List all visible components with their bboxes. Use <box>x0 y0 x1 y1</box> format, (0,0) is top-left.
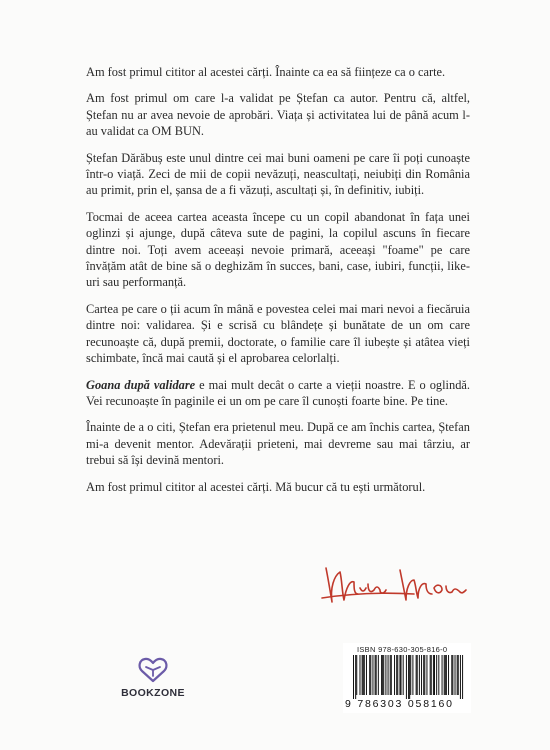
barcode-bar <box>370 655 371 695</box>
barcode-bar <box>412 655 413 695</box>
barcode-bar <box>451 655 452 695</box>
barcode-bar <box>356 655 357 695</box>
barcode-bar <box>353 655 354 699</box>
barcode-bar <box>434 655 435 695</box>
barcode-bar <box>410 655 411 695</box>
blurb-paragraph-6 <box>86 377 470 410</box>
barcode-bar <box>417 655 418 695</box>
barcode-bar <box>424 655 425 695</box>
blurb-paragraph-3: Ștefan Dărăbuș este unul dintre cei mai buni oameni pe care îi poți cunoaște într-o viață. Zeci de mii de copii nevăzuți, neascultați, neiubiți din România au primit, prin el, șansa de a fi văzuți, ascultați și, în definitiv, iubiți. <box>86 150 470 198</box>
blurb-paragraph-7: Înainte de a o citi, Ștefan era prietenul meu. După ce am închis cartea, Ștefan mi-a devenit mentor. Adevărații prieteni, mai devreme sau mai târziu, ar trebui să își devină mentori. <box>86 420 470 468</box>
barcode-bar <box>376 655 377 695</box>
barcode-bar <box>462 655 463 699</box>
author-signature <box>318 558 470 610</box>
barcode-bar <box>394 655 395 695</box>
barcode-bar <box>445 655 446 695</box>
barcode-bar <box>423 655 424 695</box>
barcode-bars <box>353 655 465 699</box>
blurb-paragraph-5: Cartea pe care o ții acum în mână e povestea celei mai mari nevoi a fiecăruia dintre noi: validarea. Și e scrisă cu blândețe și bunătate de un om care recunoaște că, după premii, doctorate, o familie care îl iubește și atâtea vieți schimbate, încă mai caută și el aprobarea celorlalți. <box>86 301 470 366</box>
barcode-bar <box>458 655 459 695</box>
blurb-paragraph-2: Am fost primul om care l-a validat pe Ștefan ca autor. Pentru că, altfel, Ștefan nu ar avea nevoie de aprobări. Viața și activitatea lui de până acum l-au validat ca OM BUN. <box>86 91 470 139</box>
isbn-label: ISBN 978-630-305-816-0 <box>357 645 448 654</box>
barcode-bar <box>388 655 389 695</box>
barcode-bar <box>382 655 383 695</box>
barcode-bar <box>436 655 437 695</box>
barcode-bar <box>362 655 363 695</box>
barcode-bar <box>399 655 400 695</box>
barcode-bar <box>457 655 458 695</box>
barcode-bar <box>364 655 365 695</box>
barcode-bar <box>378 655 379 695</box>
isbn-barcode <box>343 643 471 713</box>
barcode-bar <box>444 655 445 695</box>
barcode-bar <box>375 655 376 695</box>
barcode-bar <box>416 655 417 695</box>
barcode-bar <box>426 655 427 695</box>
barcode-bar <box>403 655 404 695</box>
barcode-bar <box>381 655 382 695</box>
barcode-bar <box>446 655 447 695</box>
barcode-bar <box>448 655 449 695</box>
barcode-bar <box>431 655 432 695</box>
barcode-bar <box>452 655 453 695</box>
barcode-bar <box>430 655 431 695</box>
barcode-bar <box>359 655 360 695</box>
publisher-name: BOOKZONE <box>121 687 185 699</box>
blurb-paragraph-8: Am fost primul cititor al acestei cărți. Mă bucur că tu ești următorul. <box>86 479 426 494</box>
barcode-bar <box>391 655 392 695</box>
publisher-block <box>118 654 188 699</box>
barcode-bar <box>383 655 384 695</box>
barcode-bar <box>408 655 409 699</box>
barcode-bar <box>421 655 422 695</box>
barcode-bar <box>366 655 367 695</box>
barcode-bar <box>355 655 356 699</box>
barcode-bar <box>406 655 407 699</box>
barcode-bar <box>419 655 420 695</box>
barcode-bar <box>385 655 386 695</box>
ean-digits: 9 786303 058160 <box>345 698 454 710</box>
blurb-paragraph-1: Am fost primul cititor al acestei cărți. Înainte ca ea să ființeze ca o carte. <box>86 65 446 79</box>
heart-book-icon <box>138 654 168 684</box>
barcode-bar <box>369 655 370 695</box>
book-title-emphasis: Goana după validare <box>86 377 196 392</box>
barcode-bar <box>372 655 373 695</box>
barcode-bar <box>460 655 461 699</box>
barcode-bar <box>397 655 398 695</box>
barcode-bar <box>363 655 364 695</box>
barcode-bar <box>455 655 456 695</box>
barcode-bar <box>442 655 443 695</box>
blurb-text <box>86 64 470 505</box>
blurb-paragraph-4: Tocmai de aceea cartea aceasta începe cu un copil abandonat în fața unei oglinzi și ajunge, după câteva sute de pagini, la copilul ascuns în fiecare dintre noi. Toți avem aceeași nevoie primară, aceeași "foame" pe care învățăm atât de bine să o deghizăm în succes, bani, case, iubiri, funcții, like-uri sau performanță. <box>86 209 470 290</box>
barcode-bar <box>438 655 439 695</box>
blurb-paragraph-6-text: e mai mult decât o carte a vieții noastre. E o oglindă. Vei recunoaște în paginile ei un om pe care îl cunoști foarte bine. Pe tine. <box>86 377 470 408</box>
barcode-bar <box>433 655 434 695</box>
barcode-bar <box>401 655 402 695</box>
barcode-bar <box>396 655 397 695</box>
barcode-bar <box>409 655 410 699</box>
barcode-bar <box>390 655 391 695</box>
